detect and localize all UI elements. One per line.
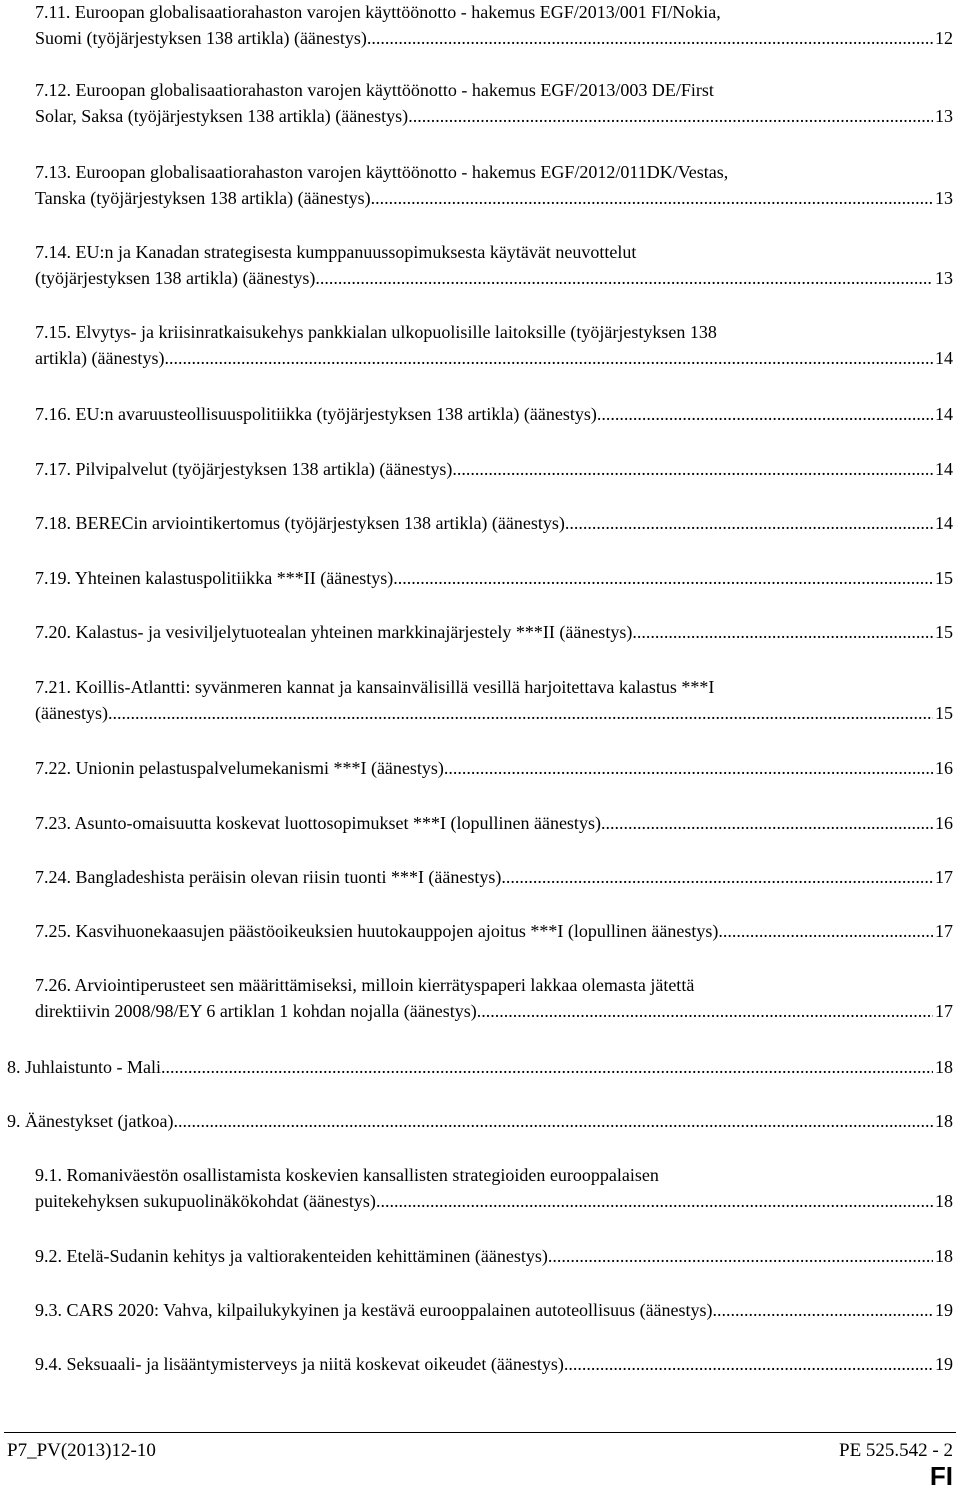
toc-entry-title: 9.3. CARS 2020: Vahva, kilpailukykyinen ja kestävä eurooppalainen autoteollisuus (äänestys) bbox=[35, 1300, 713, 1320]
dot-leader bbox=[108, 701, 933, 725]
toc-entry-line bbox=[35, 999, 953, 1023]
toc-page-number: 12 bbox=[935, 28, 953, 48]
dot-leader bbox=[376, 1189, 933, 1213]
toc-entry-line bbox=[35, 756, 953, 780]
toc-entry-line bbox=[35, 620, 953, 644]
toc-entry-line bbox=[35, 0, 721, 24]
document-reference: P7_PV(2013)12-10 bbox=[7, 1440, 156, 1461]
toc-entry-line bbox=[7, 1109, 953, 1133]
toc-entry-title: 7.26. Arviointiperusteet sen määrittämiseksi, milloin kierrätyspaperi lakkaa olemasta jätettä bbox=[35, 975, 695, 995]
toc-entry-line bbox=[35, 320, 717, 344]
toc-page-number: 13 bbox=[935, 106, 953, 126]
toc-page-number: 16 bbox=[935, 758, 953, 778]
toc-entry-line bbox=[35, 402, 953, 426]
toc-entry-title: 8. Juhlaistunto - Mali bbox=[7, 1057, 161, 1077]
dot-leader bbox=[601, 811, 933, 835]
dot-leader bbox=[501, 865, 933, 889]
toc-entry-title: 7.20. Kalastus- ja vesiviljelytuotealan yhteinen markkinajärjestely ***II (äänestys) bbox=[35, 622, 633, 642]
toc-page-number: 18 bbox=[935, 1191, 953, 1211]
toc-page-number: 18 bbox=[935, 1246, 953, 1266]
toc-entry-title: 7.12. Euroopan globalisaatiorahaston varojen käyttöönotto - hakemus EGF/2013/003 DE/First bbox=[35, 80, 714, 100]
toc-entry-line bbox=[7, 1055, 953, 1079]
toc-page-number: 19 bbox=[935, 1300, 953, 1320]
toc-page-number: 15 bbox=[935, 622, 953, 642]
toc-entry-title: 9.4. Seksuaali- ja lisääntymisterveys ja niitä koskevat oikeudet (äänestys) bbox=[35, 1354, 564, 1374]
toc-entry-line bbox=[35, 160, 728, 184]
toc-entry-title: (työjärjestyksen 138 artikla) (äänestys) bbox=[35, 268, 316, 288]
toc-entry-title: 7.16. EU:n avaruusteollisuuspolitiikka (työjärjestyksen 138 artikla) (äänestys) bbox=[35, 404, 597, 424]
toc-entry-title: 9.1. Romaniväestön osallistamista koskevien kansallisten strategioiden eurooppalaisen bbox=[35, 1165, 659, 1185]
dot-leader bbox=[173, 1109, 933, 1133]
toc-entry-title: Suomi (työjärjestyksen 138 artikla) (äänestys) bbox=[35, 28, 367, 48]
toc-page-number: 16 bbox=[935, 813, 953, 833]
toc-entry-line bbox=[35, 26, 953, 50]
dot-leader bbox=[718, 919, 933, 943]
toc-entry-title: 9.2. Etelä-Sudanin kehitys ja valtiorakenteiden kehittäminen (äänestys) bbox=[35, 1246, 548, 1266]
dot-leader bbox=[632, 620, 933, 644]
toc-entry-title: 7.17. Pilvipalvelut (työjärjestyksen 138 artikla) (äänestys) bbox=[35, 459, 453, 479]
toc-page-number: 17 bbox=[935, 921, 953, 941]
page-footer bbox=[0, 1408, 960, 1494]
dot-leader bbox=[597, 402, 933, 426]
toc-page-number: 18 bbox=[935, 1111, 953, 1131]
toc-entry-line bbox=[35, 1163, 659, 1187]
toc-entry-title: 7.22. Unionin pelastuspalvelumekanismi ***I (äänestys) bbox=[35, 758, 444, 778]
toc-page-number: 19 bbox=[935, 1354, 953, 1374]
toc-entry-line bbox=[35, 919, 953, 943]
toc-entry-line bbox=[35, 973, 694, 997]
dot-leader bbox=[548, 1244, 933, 1268]
toc-page-number: 17 bbox=[935, 867, 953, 887]
toc-entry-line bbox=[35, 186, 953, 210]
dot-leader bbox=[393, 566, 933, 590]
toc-entry-line bbox=[35, 566, 953, 590]
dot-leader bbox=[452, 457, 933, 481]
toc-entry-line bbox=[35, 1298, 953, 1322]
toc-entry-line bbox=[35, 78, 714, 102]
dot-leader bbox=[315, 266, 933, 290]
toc-page-number: 17 bbox=[935, 1001, 953, 1021]
dot-leader bbox=[161, 1055, 933, 1079]
toc-entry-line bbox=[35, 457, 953, 481]
dot-leader bbox=[565, 511, 933, 535]
toc-entry-line bbox=[35, 811, 953, 835]
toc-entry-title: 7.13. Euroopan globalisaatiorahaston varojen käyttöönotto - hakemus EGF/2012/011DK/Vestas, bbox=[35, 162, 729, 182]
dot-leader bbox=[408, 104, 933, 128]
footer-rule bbox=[4, 1432, 956, 1433]
toc-page-number: 13 bbox=[935, 268, 953, 288]
dot-leader bbox=[444, 756, 933, 780]
toc-entry-title: 7.18. BERECin arviointikertomus (työjärjestyksen 138 artikla) (äänestys) bbox=[35, 513, 565, 533]
dot-leader bbox=[164, 346, 933, 370]
toc-entry-title: 7.11. Euroopan globalisaatiorahaston varojen käyttöönotto - hakemus EGF/2013/001 FI/Nokia, bbox=[35, 2, 721, 22]
toc-entry-line bbox=[35, 1352, 953, 1376]
toc-entry-title: 7.21. Koillis-Atlantti: syvänmeren kannat ja kansainvälisillä vesillä harjoitettava kalastus ***I bbox=[35, 677, 715, 697]
dot-leader bbox=[371, 186, 933, 210]
language-code: FI bbox=[929, 1461, 953, 1491]
toc-entry-title: 7.14. EU:n ja Kanadan strategisesta kumppanuussopimuksesta käytävät neuvottelut bbox=[35, 242, 637, 262]
toc-entry-title: artikla) (äänestys) bbox=[35, 348, 165, 368]
toc-page-number: 14 bbox=[935, 513, 953, 533]
toc-entry-title: 7.23. Asunto-omaisuutta koskevat luottosopimukset ***I (lopullinen äänestys) bbox=[35, 813, 601, 833]
toc-entry-line bbox=[35, 701, 953, 725]
toc-entry-line bbox=[35, 240, 636, 264]
toc-page-number: 14 bbox=[935, 459, 953, 479]
toc-entry-title: puitekehyksen sukupuolinäkökohdat (äänestys) bbox=[35, 1191, 376, 1211]
toc-entry-line bbox=[35, 266, 953, 290]
toc-entry-line bbox=[35, 1189, 953, 1213]
toc-page-number: 15 bbox=[935, 703, 953, 723]
toc-entry-line bbox=[35, 104, 953, 128]
toc-entry-title: Tanska (työjärjestyksen 138 artikla) (äänestys) bbox=[35, 188, 371, 208]
toc-page-number: 13 bbox=[935, 188, 953, 208]
toc-page-number: 18 bbox=[935, 1057, 953, 1077]
toc-entry-title: 7.25. Kasvihuonekaasujen päästöoikeuksien huutokauppojen ajoitus ***I (lopullinen äänestys) bbox=[35, 921, 719, 941]
toc-page-number: 14 bbox=[935, 404, 953, 424]
toc-entry-line bbox=[35, 511, 953, 535]
toc-entry-title: 7.15. Elvytys- ja kriisinratkaisukehys pankkialan ulkopuolisille laitoksille (työjärjestyksen 138 bbox=[35, 322, 717, 342]
toc-entry-title: Solar, Saksa (työjärjestyksen 138 artikla) (äänestys) bbox=[35, 106, 409, 126]
toc-entry-title: 9. Äänestykset (jatkoa) bbox=[7, 1111, 174, 1131]
toc-entry-title: direktiivin 2008/98/EY 6 artiklan 1 kohdan nojalla (äänestys) bbox=[35, 1001, 477, 1021]
dot-leader bbox=[713, 1298, 933, 1322]
toc-entry-line bbox=[35, 346, 953, 370]
page-reference: PE 525.542 - 2 bbox=[839, 1440, 953, 1461]
toc-page-number: 15 bbox=[935, 568, 953, 588]
toc-entry-line bbox=[35, 865, 953, 889]
toc-entry-line bbox=[35, 1244, 953, 1268]
toc-entry-title: (äänestys) bbox=[35, 703, 108, 723]
toc-page-number: 14 bbox=[935, 348, 953, 368]
toc-entry-title: 7.19. Yhteinen kalastuspolitiikka ***II (äänestys) bbox=[35, 568, 394, 588]
dot-leader bbox=[477, 999, 933, 1023]
dot-leader bbox=[367, 26, 933, 50]
toc-entry-title: 7.24. Bangladeshista peräisin olevan riisin tuonti ***I (äänestys) bbox=[35, 867, 502, 887]
dot-leader bbox=[564, 1352, 933, 1376]
toc-entry-line bbox=[35, 675, 714, 699]
